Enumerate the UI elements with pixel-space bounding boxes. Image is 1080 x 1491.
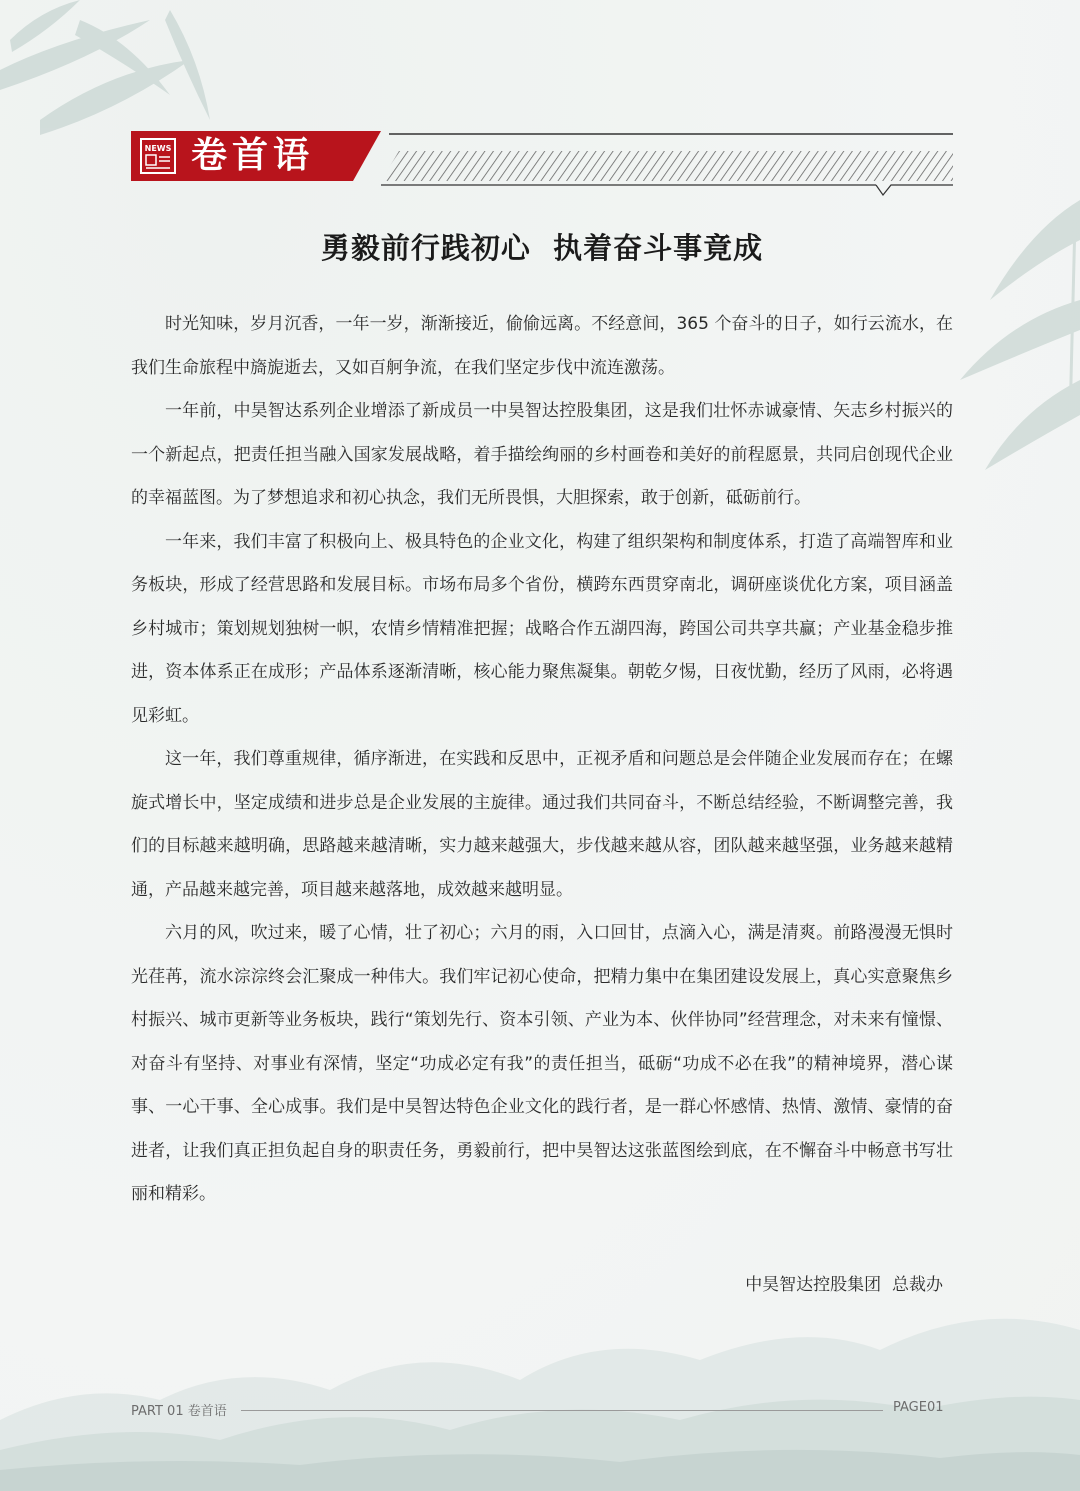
- paragraph-3: 一年来，我们丰富了积极向上、极具特色的企业文化，构建了组织架构和制度体系，打造了高端智库和业务板块，形成了经营思路和发展目标。市场布局多个省份，横跨东西贯穿南北，调研座谈优化方案，项目涵盖乡村城市；策划规划独树一帜，农情乡情精准把握；战略合作五湖四海，跨国公司共享共赢；产业基金稳步推进，资本体系正在成形；产品体系逐渐清晰，核心能力聚焦凝集。朝乾夕惕，日夜忧勤，经历了风雨，必将遇见彩虹。: [131, 531, 953, 726]
- bamboo-top-left-decoration: [0, 0, 210, 135]
- paragraph-1: 时光知味，岁月沉香，一年一岁，渐渐接近，偷偷远离。不经意间，365 个奋斗的日子，如行云流水，在我们生命旅程中旖旎逝去，又如百舸争流，在我们坚定步伐中流连激荡。: [131, 314, 953, 378]
- bamboo-top-right-decoration: [960, 200, 1080, 470]
- article-body: [131, 303, 953, 1217]
- news-icon: [140, 138, 176, 174]
- signature: 中昊智达控股集团 总裁办: [745, 1275, 943, 1295]
- svg-text:NEWS: NEWS: [144, 144, 172, 153]
- section-title: 卷首语: [191, 135, 315, 176]
- footer-page-number: PAGE01: [893, 1400, 944, 1415]
- section-header: [131, 131, 953, 197]
- footer-part-label: PART 01 卷首语: [131, 1404, 227, 1419]
- paragraph-2: 一年前，中昊智达系列企业增添了新成员一中昊智达控股集团，这是我们壮怀赤诚豪情、矢志乡村振兴的一个新起点，把责任担当融入国家发展战略，着手描绘绚丽的乡村画卷和美好的前程愿景，共同启创现代企业的幸福蓝图。为了梦想追求和初心执念，我们无所畏惧，大胆探索，敢于创新，砥砺前行。: [131, 401, 953, 508]
- paragraph-4: 这一年，我们尊重规律，循序渐进，在实践和反思中，正视矛盾和问题总是会伴随企业发展而存在；在螺旋式增长中，坚定成绩和进步总是企业发展的主旋律。通过我们共同奋斗，不断总结经验，不断调整完善，我们的目标越来越明确，思路越来越清晰，实力越来越强大，步伐越来越从容，团队越来越坚强，业务越来越精通，产品越来越完善，项目越来越落地，成效越来越明显。: [131, 749, 953, 900]
- paragraph-5: 六月的风，吹过来，暖了心情，壮了初心；六月的雨，入口回甘，点滴入心，满是清爽。前路漫漫无惧时光荏苒，流水淙淙终会汇聚成一种伟大。我们牢记初心使命，把精力集中在集团建设发展上，真心实意聚焦乡村振兴、城市更新等业务板块，践行“策划先行、资本引领、产业为本、伙伴协同”经营理念，对未来有憧憬、对奋斗有坚持、对事业有深情，坚定“功成必定有我”的责任担当，砥砺“功成不必在我”的精神境界，潜心谋事、一心干事、全心成事。我们是中昊智达特色企业文化的践行者，是一群心怀感情、热情、激情、豪情的奋进者，让我们真正担负起自身的职责任务，勇毅前行，把中昊智达这张蓝图绘到底，在不懈奋斗中畅意书写壮丽和精彩。: [131, 923, 953, 1204]
- article-title: 勇毅前行践初心 执着奋斗事竟成: [320, 231, 764, 265]
- footer-divider: [241, 1410, 883, 1411]
